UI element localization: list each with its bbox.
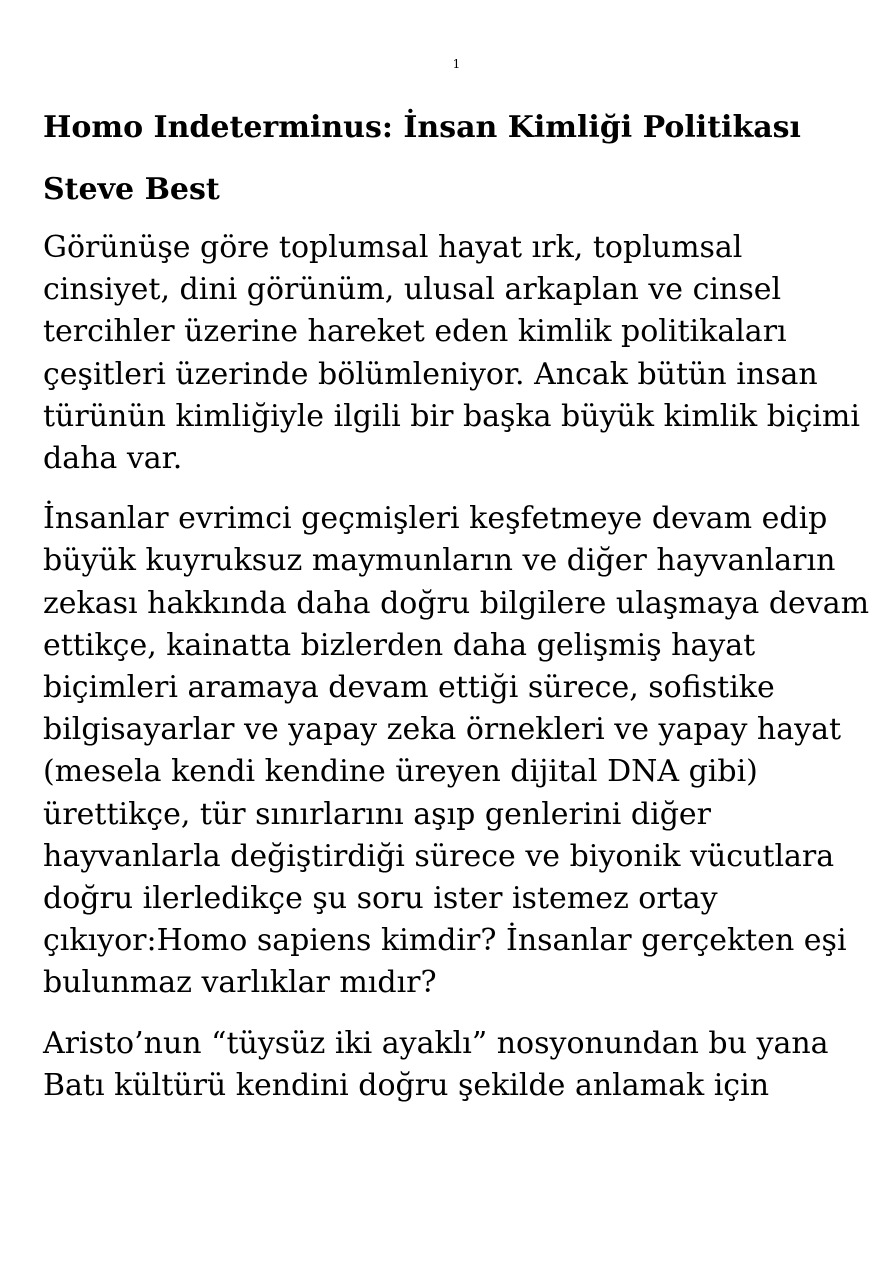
text-line: büyük kuyruksuz maymunların ve diğer hayvanların (43, 543, 836, 579)
document-body (43, 107, 883, 1125)
author-name: Steve Best (43, 172, 220, 207)
text-line: bilgisayarlar ve yapay zeka örnekleri ve yapay hayat (43, 712, 842, 748)
document-title: Homo Indeterminus: İnsan Kimliği Politikası (43, 110, 801, 145)
paragraph-3 (43, 1023, 883, 1107)
text-line: ürettikçe, tür sınırlarını aşıp genlerini diğer (43, 796, 712, 832)
page-number: 1 (452, 57, 461, 71)
text-line: çeşitleri üzerinde bölümleniyor. Ancak bütün insan (43, 356, 818, 392)
text-line: bulunmaz varlıklar mıdır? (43, 965, 437, 1001)
text-line: Görünüşe göre toplumsal hayat ırk, toplumsal (43, 230, 743, 265)
text-line: zekası hakkında daha doğru bilgilere ulaşmaya devam (43, 585, 870, 621)
text-line: (mesela kendi kendine üreyen dijital DNA gibi) (43, 754, 758, 790)
text-line: Batı kültürü kendini doğru şekilde anlamak için (43, 1067, 770, 1103)
text-line: biçimleri aramaya devam ettiği sürece, sofistike (43, 670, 775, 706)
text-line: tercihler üzerine hareket eden kimlik politikaları (43, 314, 787, 350)
text-line: hayvanlarla değiştirdiği sürece ve biyonik vücutlara (43, 838, 835, 874)
text-line: İnsanlar evrimci geçmişleri keşfetmeye devam edip (43, 501, 828, 537)
paragraph-2 (43, 498, 883, 1004)
paragraph-1 (43, 227, 883, 480)
text-line: daha var. (43, 441, 183, 477)
text-line: çıkıyor:Homo sapiens kimdir? İnsanlar gerçekten eşi (43, 923, 847, 959)
text-line: türünün kimliğiyle ilgili bir başka büyük kimlik biçimi (43, 398, 860, 434)
text-line: cinsiyet, dini görünüm, ulusal arkaplan ve cinsel (43, 272, 782, 308)
text-line: Aristo’nun “tüysüz iki ayaklı” nosyonundan bu yana (43, 1025, 829, 1061)
text-line: doğru ilerledikçe şu soru ister istemez ortay (43, 881, 718, 917)
text-line: ettikçe, kainatta bizlerden daha gelişmiş hayat (43, 627, 756, 663)
